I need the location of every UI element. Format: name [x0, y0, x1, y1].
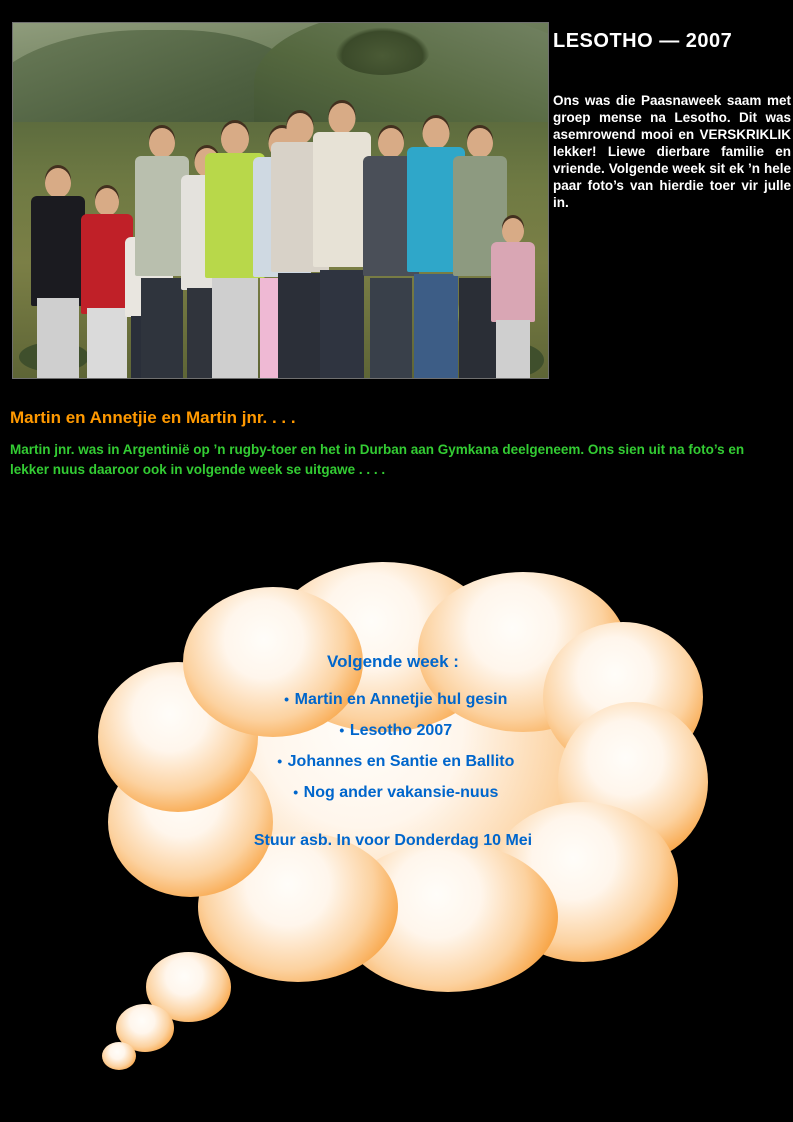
- list-item-label: Johannes en Santie en Ballito: [287, 753, 515, 770]
- photo-person: [491, 218, 535, 378]
- bullet-icon: •: [339, 722, 345, 738]
- page-title: LESOTHO — 2007: [553, 30, 733, 52]
- bullet-icon: •: [293, 784, 299, 800]
- intro-paragraph: Ons was die Paasnaweek saam met groep mense na Lesotho. Dit was asemrowend mooi en VERSKRIKLIK lekker! Liewe dierbare familie en vriende. Volgende week sit ek ’n hele paar foto’s van hierdie toer vir julle in.: [553, 93, 791, 210]
- thought-bubble: [88, 552, 708, 1072]
- bubble-tail-small: [102, 1042, 136, 1070]
- photo-image: [13, 23, 548, 378]
- group-photo: [12, 22, 549, 379]
- section-paragraph: Martin jnr. was in Argentinië op ’n rugby-toer en het in Durban aan Gymkana deelgeneem. Ons sien uit na foto’s en lekker nuus daaroor ook in volgende week se uitgawe . . . .: [10, 442, 745, 477]
- list-item-label: Martin en Annetjie hul gesin: [294, 691, 508, 708]
- bubble-content: [183, 652, 603, 850]
- list-item: [183, 684, 603, 715]
- bubble-list: [183, 684, 603, 808]
- list-item-label: Lesotho 2007: [349, 722, 453, 739]
- bubble-title: Volgende week :: [327, 652, 459, 671]
- list-item-label: Nog ander vakansie-nuus: [303, 784, 499, 801]
- bubble-footer: Stuur asb. In voor Donderdag 10 Mei: [253, 832, 533, 849]
- photo-person: [31, 168, 85, 378]
- list-item: [183, 746, 603, 777]
- list-item: [183, 777, 603, 808]
- list-item: [183, 715, 603, 746]
- bullet-icon: •: [284, 691, 290, 707]
- photo-tree: [335, 27, 430, 75]
- bullet-icon: •: [277, 753, 283, 769]
- section-heading: Martin en Annetjie en Martin jnr. . . .: [10, 408, 296, 427]
